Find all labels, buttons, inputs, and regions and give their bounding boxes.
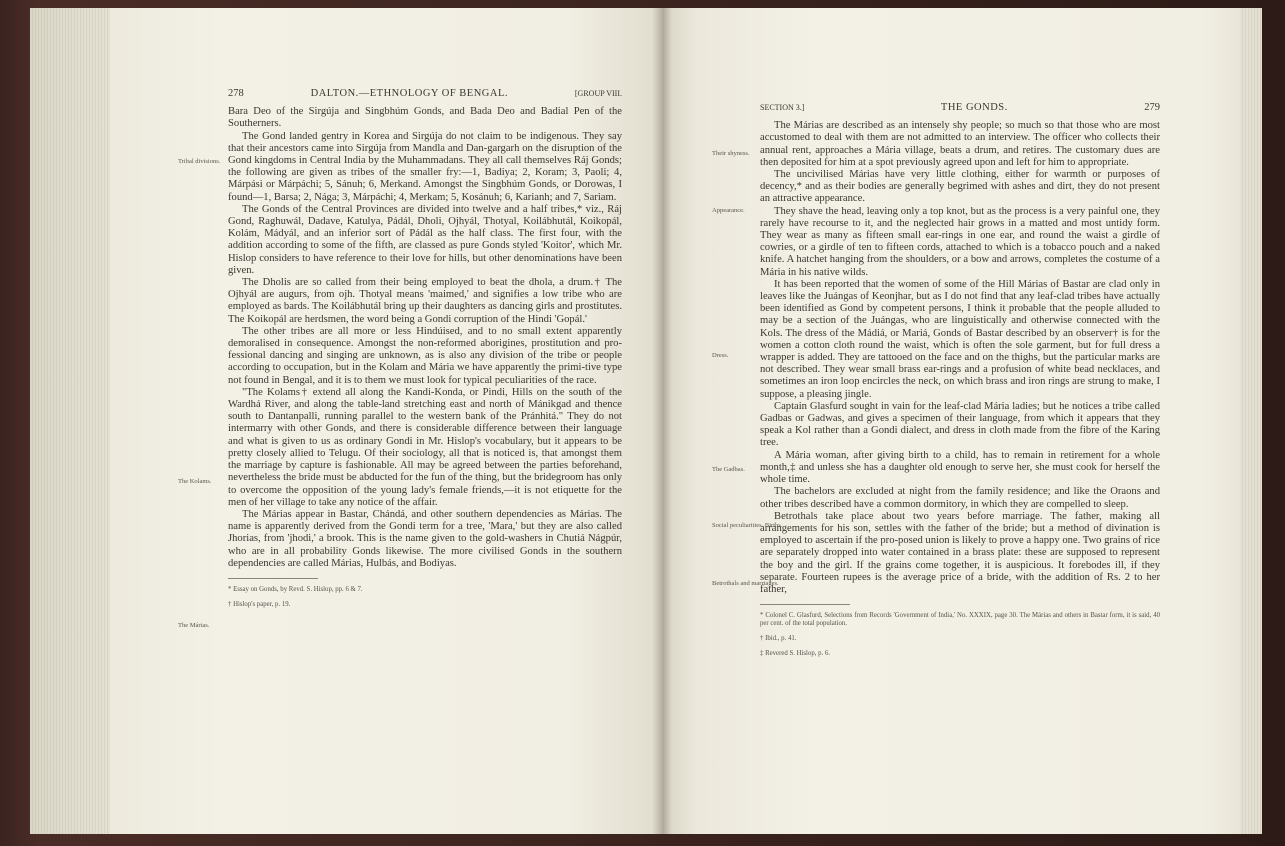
paragraph: The Dholis are so called from their being employed to beat the dhola, a drum.† The Ojhyál are augurs, from ojh. Thotyal means 'maimed,' and signifies a low tribe who are employed as bards. The Koilábhutál bring up their daughters as dancing girls and prostitutes. The Koikopál are herdsmen, the word being a Gondi corruption of the Hindi 'Gopál.' [228, 277, 622, 325]
book-gutter [652, 8, 672, 834]
side-note: Their shyness. [712, 150, 750, 157]
paragraph: The Márias appear in Bastar, Chándá, and other southern dependencies as Márias. The name is apparently derived from the Gondi term for a tree, 'Mara,' but they are also called Jhorias, from 'jhodi,' a brook. This is the name given to the gold-washers in Chutiá Nágpúr, who are in all probability Gonds likewise. The more civilised Gonds in the southern dependencies are called Márias, Hulbás, and Bodiyas. [228, 508, 622, 569]
paragraph: "The Kolams† extend all along the Kandi-Konda, or Pindi, Hills on the south of the Wardhá River, and along the table-land stretching east and north of Mánikgad and thence south to Dantanpalli, running parallel to the western bank of the Pránhitá." They do not intermarry with other Gonds, and there is considerable difference between their language and what is given to us as ordinary Gondi in Mr. Hislop's vocabulary, but it appears to be pretty closely allied to Telugu. Of their sociology, all that is noticed is, that amongst them the marriage by capture is fashionable. All may be agreed between the parties beforehand, nevertheless the bride must be abducted for the fun of the thing, but the bridegroom has only to overcome the opposition of the young lady's female friends,—it is not etiquette for the men of her village to take any notice of the affair. [228, 386, 622, 508]
paragraph: Bara Deo of the Sirgúja and Singbhúm Gonds, and Bada Deo and Badial Pen of the Southerners. [228, 106, 622, 130]
side-note: Social peculiarities. Births. [712, 522, 783, 529]
footnote-rule [760, 604, 850, 605]
paragraph: The Márias are described as an intensely shy people; so much so that those who are most accustomed to deal with them are not admitted to an interview. The officer who collects their annual rent, approaches a Mária village, beats a drum, and retires. The customary dues are then deposited for him at a spot previously agreed upon and left for him to appropriate. [760, 120, 1160, 168]
paragraph: The bachelors are excluded at night from the family residence; and like the Oraons and other tribes described have a common dormitory, in which they are compelled to sleep. [760, 486, 1160, 510]
paragraph: Captain Glasfurd sought in vain for the leaf-clad Mária ladies; but he notices a tribe called Gadbas or Gadwas, and gives a specimen of their language, from which it appears that they speak a Kol rather than a Gondi dialect, and dress in cloth made from the fibre of the Karing tree. [760, 400, 1160, 449]
side-note: Tribal divisions. [178, 158, 221, 165]
right-page-number: 279 [1144, 102, 1160, 113]
paragraph: The Gonds of the Central Provinces are divided into twelve and a half tribes,* viz., Ráj Gond, Raghuwál, Dadave, Katulya, Pádál, Dholi, Ojhyál, Thotyal, Koilábhutál, Koikopál, Kolám, Mádyál, and an inferior sort of Pádál as the half class. The first four, with the addition according to some of the fifth, are classed as pure Gonds styled 'Koitor', which Mr. Hislop considers to have reference to their love for hills, but other denominations have been given. [228, 203, 622, 276]
footnote: † Hislop's paper, p. 19. [228, 600, 291, 608]
side-note: The Márias. [178, 622, 210, 629]
paragraph: They shave the head, leaving only a top knot, but as the process is a very painful one, they rarely have recourse to it, and the neglected hair grows in a matted and most untidy form. They wear as many as fifteen small ear-rings in one ear, and round the waist a girdle of cowries, or a girdle of ten to fifteen cords, attached to which is a tobacco pouch and a naked knife. A hatchet hanging from the shoulders, or a bow and arrows, completes the costume of a Mária in his native wilds. [760, 205, 1160, 278]
right-running-head [760, 102, 1160, 114]
footnote-rule [228, 578, 318, 579]
footnote: ‡ Revered S. Hislop, p. 6. [760, 649, 831, 657]
page-edges-right [1240, 8, 1262, 834]
paragraph: The Gond landed gentry in Korea and Sirgúja do not claim to be indigenous. They say that their ancestors came into Sirgúja from Mandla and Dan-gargarh on the disruption of the Gond kingdoms in Central India by the Muhammadans. They all call themselves Ráj Gonds; the following are given as tribes of the smaller fry:—1, Badiya; 2, Koram; 3, Paoli; 4, Márpási or Márpáchi; 5, Sánuh; 6, Merkand. Amongst the Singbhúm Gonds, or Dorowas, I found—1, Barsa; 2, Nága; 3, Márpáchi; 4, Merkam; 5, Kosánuh; 6, Karianh; and 7, Sariam. [228, 130, 622, 203]
right-page-text [760, 102, 1160, 664]
side-note: The Kolams. [178, 478, 212, 485]
right-running-title: THE GONDS. [940, 102, 1008, 113]
side-note: Betrothals and marriages. [712, 580, 779, 587]
side-note: Dress. [712, 352, 729, 359]
left-group-tag: [GROUP VIII. [574, 89, 622, 98]
footnote: * Colonel C. Glasfurd, Selections from Records 'Government of India,' No. XXXIX, page 30. The Márias and others in Bastar form, it is said, 40 per cent. of the total population. [760, 611, 1160, 627]
footnote: † Ibid., p. 41. [760, 634, 797, 642]
paragraph: It has been reported that the women of some of the Hill Márias of Bastar are clad only in leaves like the Juángas of Keonjhar, but as I do not find that any leaf-clad tribes have actually been identified as Gond by competent persons, I think it probable that the people alluded to may be a section of the Juángas, who are linguistically and otherwise connected with the Kols. The dress of the Mádiá, or Mariá, Gonds of Bastar described by an observer† is for the women a cotton cloth round the waist, which is often the sole garment, but for full dress a wrapper is added. They are tattooed on the face and on the thighs, but the particular marks are not described. They wear small brass ear-rings and a profusion of white bead necklaces, and sometimes an iron loop encircles the neck, on which brass and iron rings are strung to make, I suppose, a pleasing jingle. [760, 278, 1160, 400]
left-running-title: DALTON.—ETHNOLOGY OF BENGAL. [310, 88, 508, 99]
paragraph: The uncivilised Márias have very little clothing, either for warmth or purposes of decency,* and as their bodies are generally begrimed with ashes and dirt, they do not present an attractive appearance. [760, 169, 1160, 205]
page-edges-left [30, 8, 110, 834]
footnote: * Essay on Gonds, by Revd. S. Hislop, pp. 6 & 7. [228, 585, 363, 593]
side-note: The Gadbas. [712, 466, 745, 473]
paragraph: Betrothals take place about two years before marriage. The father, making all arrangements for his son, settles with the father of the bride; but a method of divination is employed to ascertain if the pro-posed union is likely to prove a happy one. Two grains of rice are separately dropped into water contained in a brass plate: these are supposed to represent the boy and the girl. If the grains come together, it is auspicious. It forebodes ill, if they separate. Fourteen rupees is the average price of a bride, with the addition of Rs. 2 to her father, [760, 510, 1160, 595]
right-section-tag: SECTION 3.] [760, 103, 805, 112]
paragraph: The other tribes are all more or less Hindúised, and to no small extent apparently demoralised in consequence. Amongst the non-reformed aborigines, prostitution and pro-fessional dancing and singing are unknown, as is also any division of the tribe or people according to occupation, but in the Kolam and Mária we have apparently the primi-tive type not found in Bengal, and it is to them we must look for typical peculiarities of the race. [228, 325, 622, 386]
left-page-text [228, 88, 622, 615]
left-running-head [228, 88, 622, 100]
left-page-number: 278 [228, 88, 244, 99]
paragraph: A Mária woman, after giving birth to a child, has to remain in retirement for a whole month,‡ and unless she has a daughter old enough to serve her, she must cook for herself the whole time. [760, 449, 1160, 486]
side-note: Appearance. [712, 207, 745, 214]
